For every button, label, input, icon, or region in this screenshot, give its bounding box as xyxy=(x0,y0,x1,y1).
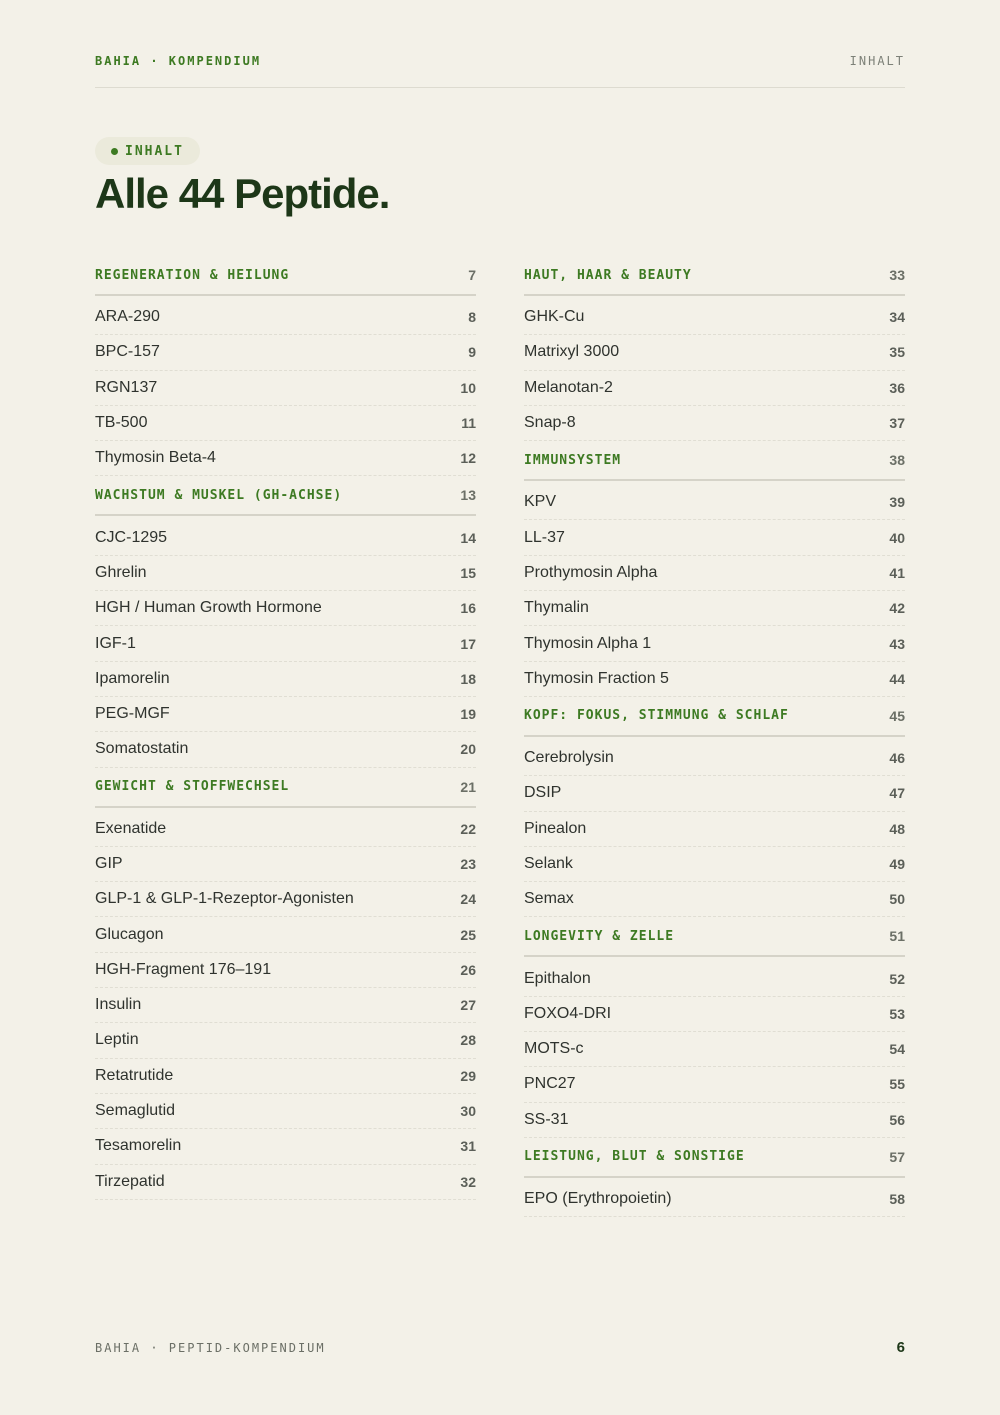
bullet-dot-icon xyxy=(111,148,118,155)
entry-page-number: 54 xyxy=(889,1041,905,1058)
entry-page-number: 22 xyxy=(460,820,476,837)
entry-name: Tesamorelin xyxy=(95,1137,182,1155)
toc-entry[interactable] xyxy=(95,335,476,370)
entry-page-number: 12 xyxy=(460,450,476,467)
entry-page-number: 14 xyxy=(460,529,476,546)
toc-entry[interactable] xyxy=(524,300,905,335)
entry-page-number: 39 xyxy=(889,494,905,511)
toc-entry[interactable] xyxy=(524,406,905,441)
entry-name: Cerebrolysin xyxy=(524,749,614,767)
toc-entry[interactable] xyxy=(524,335,905,370)
entry-name: PNC27 xyxy=(524,1075,576,1093)
entry-name: TB-500 xyxy=(95,414,148,432)
entry-name: Ipamorelin xyxy=(95,669,170,687)
toc-group-heading[interactable] xyxy=(524,917,905,957)
toc-entry[interactable] xyxy=(95,626,476,661)
entry-name: BPC-157 xyxy=(95,343,160,361)
entry-page-number: 18 xyxy=(460,670,476,687)
entry-name: GHK-Cu xyxy=(524,308,585,326)
entry-name: Exenatide xyxy=(95,819,167,837)
entry-page-number: 50 xyxy=(889,891,905,908)
entry-page-number: 23 xyxy=(460,856,476,872)
entry-name: Pinealon xyxy=(524,819,587,837)
toc-entry[interactable] xyxy=(524,1032,905,1067)
entry-name: KPV xyxy=(524,493,557,511)
entry-page-number: 36 xyxy=(889,379,905,396)
group-page-number: 21 xyxy=(460,778,476,795)
entry-page-number: 32 xyxy=(460,1173,476,1190)
entry-page-number: 30 xyxy=(460,1103,476,1120)
toc-entry[interactable] xyxy=(524,1067,905,1102)
toc-entry[interactable] xyxy=(95,1129,476,1164)
entry-page-number: 19 xyxy=(460,706,476,723)
toc-entry[interactable] xyxy=(95,1094,476,1129)
toc-entry[interactable] xyxy=(95,406,476,441)
toc-entry[interactable] xyxy=(95,662,476,697)
entry-page-number: 55 xyxy=(889,1076,905,1093)
toc-column-right xyxy=(524,256,905,1225)
toc-group-heading[interactable] xyxy=(524,697,905,737)
entry-name: IGF-1 xyxy=(95,634,136,652)
page-title: Alle 44 Peptide. xyxy=(95,170,390,217)
toc-entry[interactable] xyxy=(95,1023,476,1058)
toc-entry[interactable] xyxy=(524,662,905,697)
entry-name: Leptin xyxy=(95,1031,139,1049)
group-title: HAUT, HAAR & BEAUTY xyxy=(524,267,692,283)
toc-entry[interactable] xyxy=(524,626,905,661)
entry-name: Matrixyl 3000 xyxy=(524,343,620,361)
toc-group-heading[interactable] xyxy=(95,256,476,296)
entry-page-number: 52 xyxy=(889,970,905,987)
toc-entry[interactable] xyxy=(95,882,476,917)
entry-page-number: 26 xyxy=(460,961,476,978)
entry-page-number: 10 xyxy=(460,379,476,396)
entry-page-number: 15 xyxy=(460,564,476,581)
entry-page-number: 53 xyxy=(889,1005,905,1022)
group-page-number: 33 xyxy=(889,267,905,283)
entry-name: Ghrelin xyxy=(95,563,147,581)
entry-name: MOTS-c xyxy=(524,1040,584,1058)
entry-page-number: 47 xyxy=(889,785,905,802)
toc-group-heading[interactable] xyxy=(524,256,905,296)
entry-name: Retatrutide xyxy=(95,1066,174,1084)
entry-page-number: 49 xyxy=(889,856,905,872)
entry-page-number: 48 xyxy=(889,820,905,837)
entry-name: Prothymosin Alpha xyxy=(524,563,658,581)
entry-name: Thymosin Fraction 5 xyxy=(524,669,669,687)
entry-name: GIP xyxy=(95,855,123,872)
entry-page-number: 43 xyxy=(889,635,905,652)
toc-entry[interactable] xyxy=(524,847,905,882)
entry-page-number: 31 xyxy=(460,1138,476,1155)
entry-page-number: 17 xyxy=(460,635,476,652)
toc-entry[interactable] xyxy=(524,812,905,847)
entry-name: HGH / Human Growth Hormone xyxy=(95,599,322,617)
entry-page-number: 34 xyxy=(889,309,905,326)
header-section: INHALT xyxy=(849,54,905,68)
group-page-number: 38 xyxy=(889,452,905,469)
group-title: KOPF: FOKUS, STIMMUNG & SCHLAF xyxy=(524,708,789,724)
page-header xyxy=(95,54,905,68)
entry-page-number: 11 xyxy=(461,415,476,432)
toc-entry[interactable] xyxy=(95,697,476,732)
group-title: REGENERATION & HEILUNG xyxy=(95,267,290,283)
toc-group-heading[interactable] xyxy=(95,768,476,808)
entry-name: Thymosin Beta-4 xyxy=(95,449,216,467)
entry-name: DSIP xyxy=(524,784,562,802)
entry-page-number: 42 xyxy=(889,600,905,617)
toc-entry[interactable] xyxy=(95,732,476,767)
toc-group-heading[interactable] xyxy=(524,1138,905,1178)
entry-name: CJC-1295 xyxy=(95,528,168,546)
entry-name: Semaglutid xyxy=(95,1102,176,1120)
entry-page-number: 29 xyxy=(460,1067,476,1084)
header-brand: BAHIA · KOMPENDIUM xyxy=(95,54,262,68)
entry-name: Epithalon xyxy=(524,969,591,987)
toc-group-heading[interactable] xyxy=(95,476,476,516)
entry-name: Glucagon xyxy=(95,925,164,943)
toc-entry[interactable] xyxy=(95,812,476,847)
group-title: WACHSTUM & MUSKEL (GH-ACHSE) xyxy=(95,487,343,503)
page-number: 6 xyxy=(896,1339,905,1356)
toc-entry[interactable] xyxy=(524,520,905,555)
entry-name: Semax xyxy=(524,890,574,908)
entry-page-number: 27 xyxy=(460,997,476,1014)
group-title: LEISTUNG, BLUT & SONSTIGE xyxy=(524,1149,745,1165)
footer-text: BAHIA · PEPTID-KOMPENDIUM xyxy=(95,1340,326,1355)
toc-entry[interactable] xyxy=(524,591,905,626)
toc-entry[interactable] xyxy=(524,556,905,591)
toc-entry[interactable] xyxy=(524,741,905,776)
toc-entry[interactable] xyxy=(524,961,905,996)
entry-name: Insulin xyxy=(95,996,142,1014)
group-page-number: 13 xyxy=(460,487,476,504)
entry-page-number: 40 xyxy=(889,529,905,546)
group-title: LONGEVITY & ZELLE xyxy=(524,928,675,944)
entry-name: Somatostatin xyxy=(95,740,189,758)
entry-name: Snap-8 xyxy=(524,414,576,432)
toc-entry[interactable] xyxy=(95,591,476,626)
entry-name: Melanotan-2 xyxy=(524,378,613,396)
entry-page-number: 46 xyxy=(889,750,905,767)
entry-name: Thymalin xyxy=(524,599,589,617)
entry-name: HGH-Fragment 176–191 xyxy=(95,960,272,978)
toc-entry[interactable] xyxy=(95,556,476,591)
eyebrow-label: INHALT xyxy=(125,143,184,159)
toc-entry[interactable] xyxy=(524,1182,905,1217)
entry-page-number: 44 xyxy=(889,670,905,687)
entry-name: LL-37 xyxy=(524,528,565,546)
entry-name: GLP-1 & GLP-1-Rezeptor-Agonisten xyxy=(95,890,354,908)
toc-entry[interactable] xyxy=(95,300,476,335)
entry-page-number: 35 xyxy=(889,344,905,361)
toc-entry[interactable] xyxy=(95,371,476,406)
page-footer xyxy=(95,1339,905,1356)
entry-page-number: 56 xyxy=(889,1111,905,1128)
entry-name: Tirzepatid xyxy=(95,1172,165,1190)
toc-entry[interactable] xyxy=(95,847,476,882)
toc-entry[interactable] xyxy=(95,988,476,1023)
group-page-number: 7 xyxy=(468,267,476,283)
entry-name: EPO (Erythropoietin) xyxy=(524,1190,672,1208)
entry-name: Thymosin Alpha 1 xyxy=(524,634,652,652)
entry-page-number: 28 xyxy=(460,1032,476,1049)
toc-entry[interactable] xyxy=(95,441,476,476)
entry-page-number: 16 xyxy=(460,600,476,617)
group-title: GEWICHT & STOFFWECHSEL xyxy=(95,779,290,795)
toc-entry[interactable] xyxy=(95,520,476,555)
toc-entry[interactable] xyxy=(524,882,905,917)
toc-entry[interactable] xyxy=(95,953,476,988)
entry-page-number: 58 xyxy=(889,1191,905,1208)
toc-entry[interactable] xyxy=(524,997,905,1032)
toc-entry[interactable] xyxy=(524,371,905,406)
toc-entry[interactable] xyxy=(524,485,905,520)
section-eyebrow xyxy=(95,137,200,165)
group-title: IMMUNSYSTEM xyxy=(524,452,622,468)
entry-name: SS-31 xyxy=(524,1110,569,1128)
entry-name: Selank xyxy=(524,855,573,872)
header-divider xyxy=(95,87,905,88)
entry-page-number: 20 xyxy=(460,741,476,758)
toc-group-heading[interactable] xyxy=(524,441,905,481)
entry-name: ARA-290 xyxy=(95,308,160,326)
entry-page-number: 24 xyxy=(460,891,476,908)
group-page-number: 45 xyxy=(889,707,905,724)
entry-name: RGN137 xyxy=(95,378,158,396)
entry-page-number: 9 xyxy=(468,344,476,361)
group-page-number: 51 xyxy=(889,928,905,945)
toc-entry[interactable] xyxy=(524,1103,905,1138)
entry-page-number: 37 xyxy=(889,415,905,432)
entry-page-number: 25 xyxy=(460,926,476,943)
toc-entry[interactable] xyxy=(95,1165,476,1200)
entry-name: PEG-MGF xyxy=(95,705,170,723)
group-page-number: 57 xyxy=(889,1148,905,1165)
entry-page-number: 41 xyxy=(889,564,905,581)
toc-column-left xyxy=(95,256,476,1208)
toc-entry[interactable] xyxy=(95,1059,476,1094)
toc-entry[interactable] xyxy=(524,776,905,811)
toc-entry[interactable] xyxy=(95,917,476,952)
entry-name: FOXO4-DRI xyxy=(524,1004,612,1022)
entry-page-number: 8 xyxy=(468,309,476,326)
